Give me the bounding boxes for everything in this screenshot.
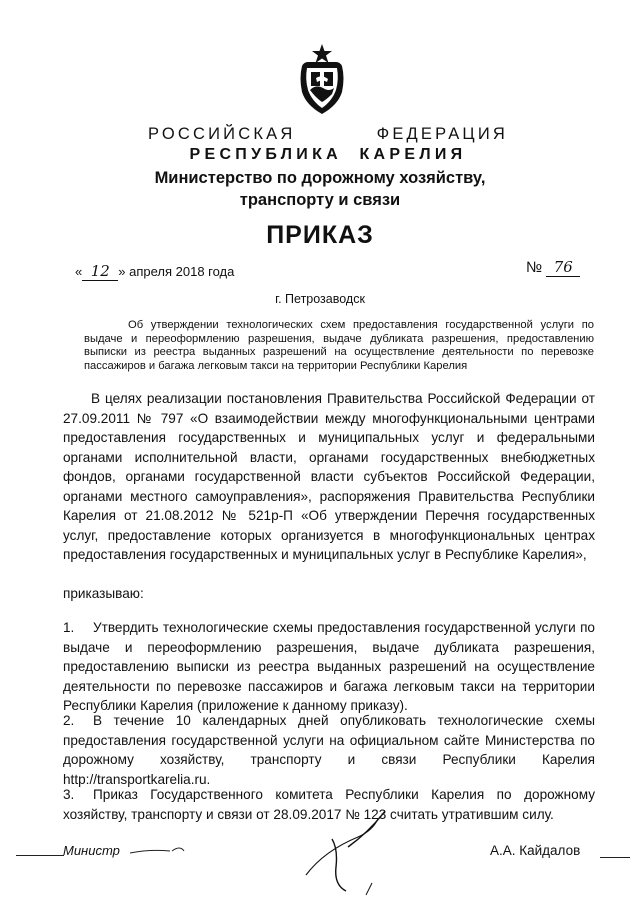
order-item-2 xyxy=(63,711,595,789)
federation-left-word: РОССИЙСКАЯ xyxy=(148,125,296,143)
federation-right-word: ФЕДЕРАЦИЯ xyxy=(376,125,508,143)
item-text: Приказ Государственного комитета Республики Карелия по дорожному хозяйству, транспорту и связи от 28.09.2017 № 123 считать утратившим силу. xyxy=(63,787,595,822)
ministry-name-line-1: Министерство по дорожному хозяйству, xyxy=(154,169,486,187)
order-word: приказываю: xyxy=(63,586,144,601)
handwritten-signature xyxy=(110,791,390,901)
item-number: 2. xyxy=(63,713,75,728)
item-text: Утвердить технологические схемы предоставления государственной услуги по выдаче и переоформлению разрешения, выдаче дубликата разрешения, предоставлению выписки из реестра выданных разрешений на осуществление деятельности по перевозке пассажиров и багажа легковым такси на территории Республики Карелия (приложение к данному приказу). xyxy=(63,620,595,713)
order-number xyxy=(526,258,580,277)
signature-block xyxy=(0,839,640,899)
city: г. Петрозаводск xyxy=(275,292,365,306)
signer-name: А.А. Кайдалов xyxy=(490,843,581,858)
order-item-1 xyxy=(63,618,595,716)
right-rule xyxy=(600,857,630,858)
item-number: 1. xyxy=(63,620,75,635)
order-date xyxy=(75,262,234,281)
left-rule xyxy=(16,855,64,856)
document-title: ПРИКАЗ xyxy=(266,221,374,249)
date-open-quote: « xyxy=(75,264,83,279)
signer-title: Министр xyxy=(63,843,120,858)
ministry-name-line-2: транспорту и связи xyxy=(239,191,401,209)
federation-line xyxy=(148,125,508,144)
date-month-year: апреля 2018 года xyxy=(129,264,235,279)
karelia-coat-of-arms-icon xyxy=(296,42,348,116)
number-value: 76 xyxy=(546,258,580,277)
number-label: № xyxy=(526,259,543,276)
republic-line: РЕСПУБЛИКА КАРЕЛИЯ xyxy=(189,146,467,163)
item-text: В течение 10 календарных дней опубликовать технологические схемы предоставления государственной услуги на официальном сайте Министерства по дорожному хозяйству, транспорту и связи Республики Карелия http://transportkarelia.ru. xyxy=(63,713,595,787)
order-subject: Об утверждении технологических схем предоставления государственной услуги по выдаче и переоформлению разрешения, выдаче дубликата разрешения, предоставлению выписки из реестра выданных разрешений на осуществление деятельности по перевозке пассажиров и багажа легковым такси на территории Республики Карелия xyxy=(84,319,594,372)
item-number: 3. xyxy=(63,787,75,802)
preamble-paragraph: В целях реализации постановления Правительства Российской Федерации от 27.09.2011 № 797 «О взаимодействии между многофункциональными центрами предоставления государственных и муниципальных услуг и федеральными органами исполнительной власти, органами государственных внебюджетных фондов, органами государственной власти субъектов Российской Федерации, органами местного самоуправления», распоряжения Правительства Республики Карелия от 21.08.2012 № 521р-П «Об утверждении Перечня государственных услуг, предоставление которых организуется в многофункциональных центрах предоставления государственных и муниципальных услуг в Республике Карелия», xyxy=(63,391,595,562)
date-day: 12 xyxy=(82,262,118,281)
date-close-quote: » xyxy=(118,264,126,279)
